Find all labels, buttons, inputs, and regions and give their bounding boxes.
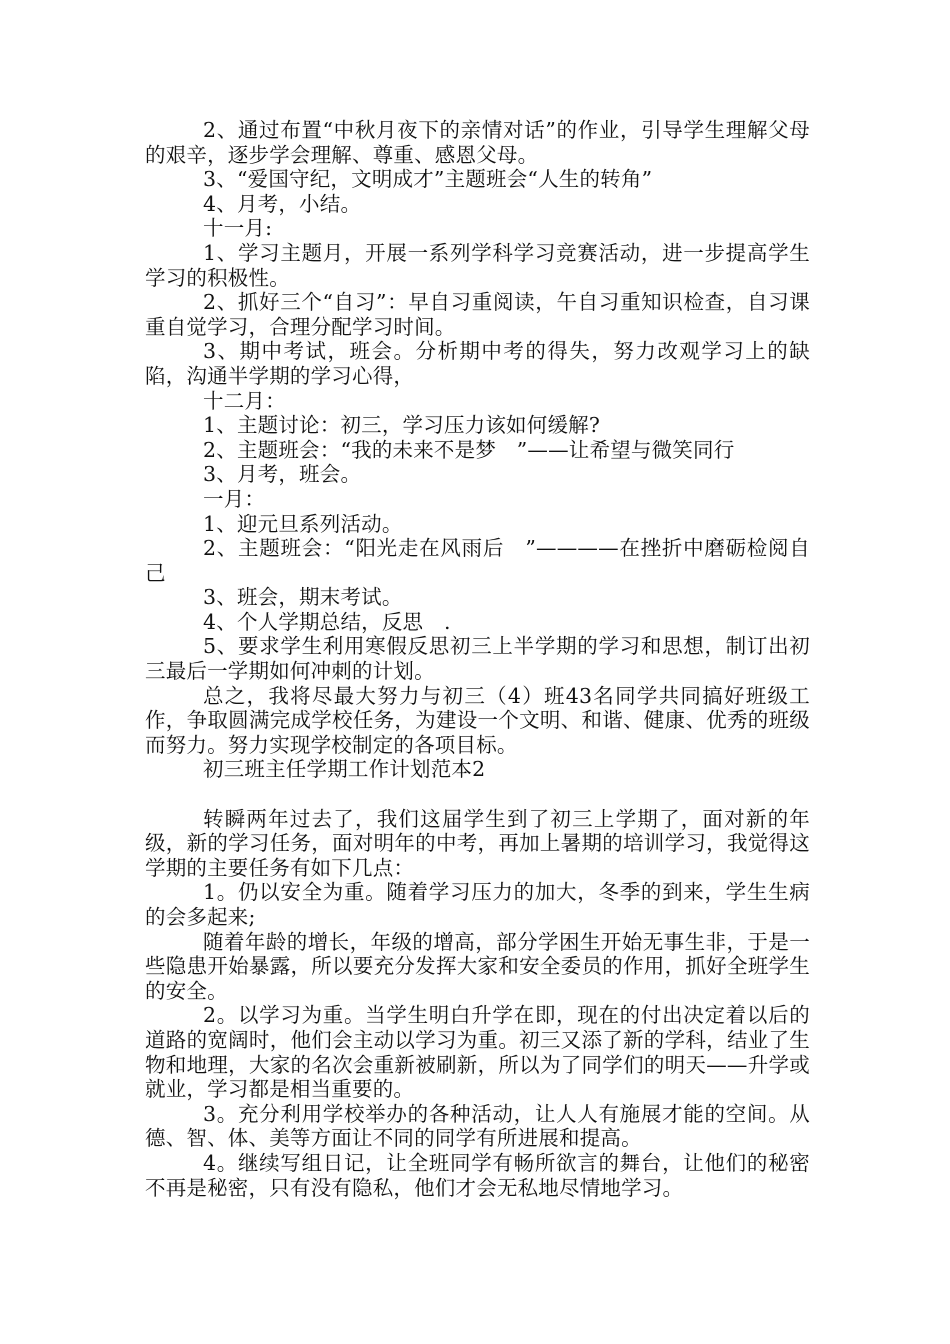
paragraph: 2、主题班会：“我的未来不是梦 ”——让希望与微笑同行 xyxy=(203,437,735,462)
paragraph: 1、迎元旦系列活动。 xyxy=(203,511,403,536)
paragraph: 5、要求学生利用寒假反思初三上半学期的学习和思想，制订出初三最后一学期如何冲刺的计划。 xyxy=(145,634,810,684)
paragraph: 转瞬两年过去了，我们这届学生到了初三上学期了，面对新的年级，新的学习任务，面对明年的中考，再加上暑期的培训学习，我觉得这学期的主要任务有如下几点： xyxy=(145,806,810,880)
paragraph: 3、班会，期末考试。 xyxy=(203,585,403,610)
paragraph: 3、期中考试，班会。分析期中考的得失，努力改观学习上的缺陷，沟通半学期的学习心得， xyxy=(145,339,810,388)
paragraph: 3、“爱国守纪，文明成才”主题班会“人生的转角” xyxy=(203,167,653,192)
month-heading: 一月： xyxy=(203,486,266,511)
paragraph: 1、主题讨论：初三，学习压力该如何缓解? xyxy=(203,413,601,438)
paragraph: 3。充分利用学校举办的各种活动，让人人有施展才能的空间。从德、智、体、美等方面让不同的同学有所进展和提高。 xyxy=(145,1101,810,1151)
paragraph: 4、月考，小结。 xyxy=(203,191,362,216)
paragraph: 4。继续写组日记，让全班同学有畅所欲言的舞台，让他们的秘密不再是秘密，只有没有隐私，他们才会无私地尽情地学习。 xyxy=(145,1150,810,1200)
month-heading: 十二月： xyxy=(203,388,286,413)
paragraph: 随着年龄的增长，年级的增高，部分学困生开始无事生非，于是一些隐患开始暴露，所以要充分发挥大家和安全委员的作用，抓好全班学生的安全。 xyxy=(145,929,810,1003)
paragraph: 1。仍以安全为重。随着学习压力的加大，冬季的到来，学生生病的会多起来; xyxy=(145,880,810,929)
paragraph: 1、学习主题月，开展一系列学科学习竞赛活动，进一步提高学生学习的积极性。 xyxy=(145,240,810,290)
month-heading: 十一月: xyxy=(203,216,273,241)
section-title: 初三班主任学期工作计划范本2 xyxy=(203,757,486,782)
paragraph: 2。以学习为重。当学生明白升学在即，现在的付出决定着以后的道路的宽阔时，他们会主动以学习为重。初三又添了新的学科，结业了生物和地理，大家的名次会重新被刷新，所以为了同学们的明天——升学或就业，学习都是相当重要的。 xyxy=(145,1003,810,1102)
paragraph: 总之，我将尽最大努力与初三（4）班43名同学共同搞好班级工作，争取圆满完成学校任务，为建设一个文明、和谐、健康、优秀的班级而努力。努力实现学校制定的各项目标。 xyxy=(145,683,810,757)
paragraph: 4、个人学期总结，反思 . xyxy=(203,609,451,634)
paragraph: 2、通过布置“中秋月夜下的亲情对话”的作业，引导学生理解父母的艰辛，逐步学会理解、尊重、感恩父母。 xyxy=(145,118,810,167)
paragraph: 2、抓好三个“自习”：早自习重阅读，午自习重知识检查，自习课重自觉学习，合理分配学习时间。 xyxy=(145,290,810,339)
document-body xyxy=(145,118,810,1200)
paragraph: 3、月考，班会。 xyxy=(203,462,362,487)
paragraph: 2、主题班会：“阳光走在风雨后 ”————在挫折中磨砺检阅自己 xyxy=(145,536,810,585)
blank-line xyxy=(145,782,810,807)
